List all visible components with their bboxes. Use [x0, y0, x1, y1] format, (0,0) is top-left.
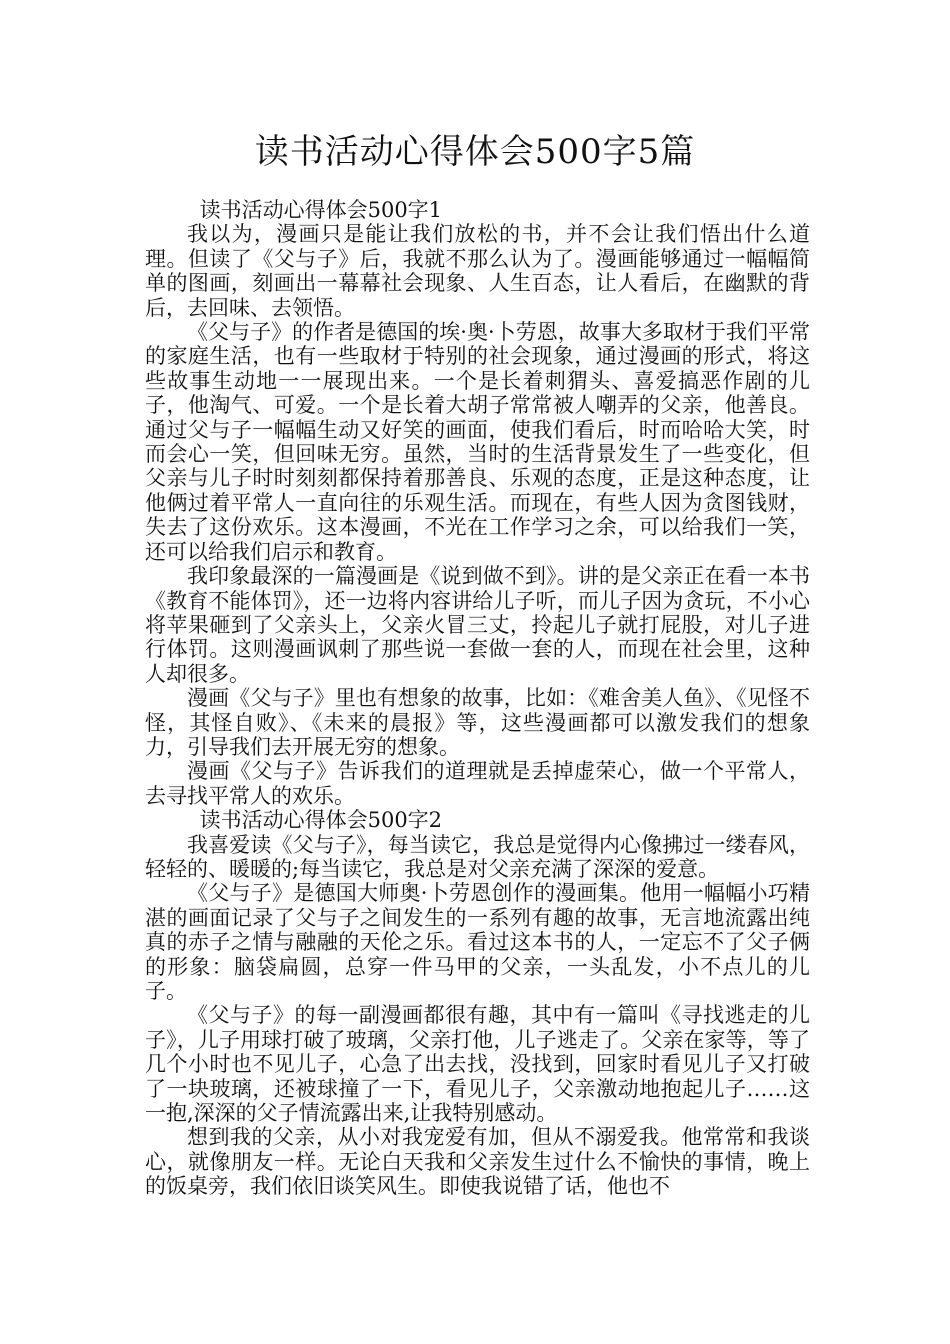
paragraph: 漫画《父与子》里也有想象的故事，比如：《难舍美人鱼》、《见怪不怪，其怪自败》、《未来的晨报》等，这些漫画都可以激发我们的想象力，引导我们去开展无穷的想象。 [145, 686, 810, 759]
document-body [145, 198, 810, 1199]
paragraph: 我喜爱读《父与子》，每当读它，我总是觉得内心像拂过一缕春风，轻轻的、暖暖的;每当读它，我总是对父亲充满了深深的爱意。 [145, 832, 810, 881]
paragraph: 我印象最深的一篇漫画是《说到做不到》。讲的是父亲正在看一本书《教育不能体罚》，还一边将内容讲给儿子听，而儿子因为贪玩，不小心将苹果砸到了父亲头上，父亲火冒三丈，拎起儿子就打屁股，对儿子进行体罚。这则漫画讽刺了那些说一套做一套的人，而现在社会里，这种人却很多。 [145, 564, 810, 686]
paragraph: 《父与子》的作者是德国的埃·奥·卜劳恩，故事大多取材于我们平常的家庭生活，也有一些取材于特别的社会现象，通过漫画的形式，将这些故事生动地一一展现出来。一个是长着刺猬头、喜爱搞恶作剧的儿子，他淘气、可爱。一个是长着大胡子常常被人嘲弄的父亲，他善良。通过父与子一幅幅生动又好笑的画面，使我们看后，时而哈哈大笑，时而会心一笑，但回味无穷。虽然，当时的生活背景发生了一些变化，但父亲与儿子时时刻刻都保持着那善良、乐观的态度，正是这种态度，让他俩过着平常人一直向往的乐观生活。而现在，有些人因为贪图钱财，失去了这份欢乐。这本漫画，不光在工作学习之余，可以给我们一笑，还可以给我们启示和教育。 [145, 320, 810, 564]
paragraph: 我以为，漫画只是能让我们放松的书，并不会让我们悟出什么道理。但读了《父与子》后，我就不那么认为了。漫画能够通过一幅幅简单的图画，刻画出一幕幕社会现象、人生百态，让人看后，在幽默的背后，去回味、去领悟。 [145, 222, 810, 320]
document-title: 读书活动心得体会500字5篇 [254, 132, 696, 172]
paragraph: 漫画《父与子》告诉我们的道理就是丢掉虚荣心，做一个平常人，去寻找平常人的欢乐。 [145, 759, 810, 808]
paragraph: 想到我的父亲，从小对我宠爱有加，但从不溺爱我。他常常和我谈心，就像朋友一样。无论白天我和父亲发生过什么不愉快的事情，晚上的饭桌旁，我们依旧谈笑风生。即使我说错了话，他也不 [145, 1125, 810, 1199]
paragraph: 《父与子》的每一副漫画都很有趣，其中有一篇叫《寻找逃走的儿子》，儿子用球打破了玻璃，父亲打他，儿子逃走了。父亲在家等，等了几个小时也不见儿子，心急了出去找，没找到，回家时看见儿子又打破了一块玻璃，还被球撞了一下，看见儿子，父亲激动地抱起儿子……这一抱,深深的父子情流露出来,让我特别感动。 [145, 1003, 810, 1126]
section-heading-2: 读书活动心得体会500字2 [199, 808, 443, 833]
paragraph: 《父与子》是德国大师奥·卜劳恩创作的漫画集。他用一幅幅小巧精湛的画面记录了父与子之间发生的一系列有趣的故事，无言地流露出纯真的赤子之情与融融的天伦之乐。看过这本书的人，一定忘不了父子俩的形象：脑袋扁圆，总穿一件马甲的父亲，一头乱发，小不点儿的儿子。 [145, 881, 810, 1003]
section-heading-1: 读书活动心得体会500字1 [199, 198, 443, 222]
